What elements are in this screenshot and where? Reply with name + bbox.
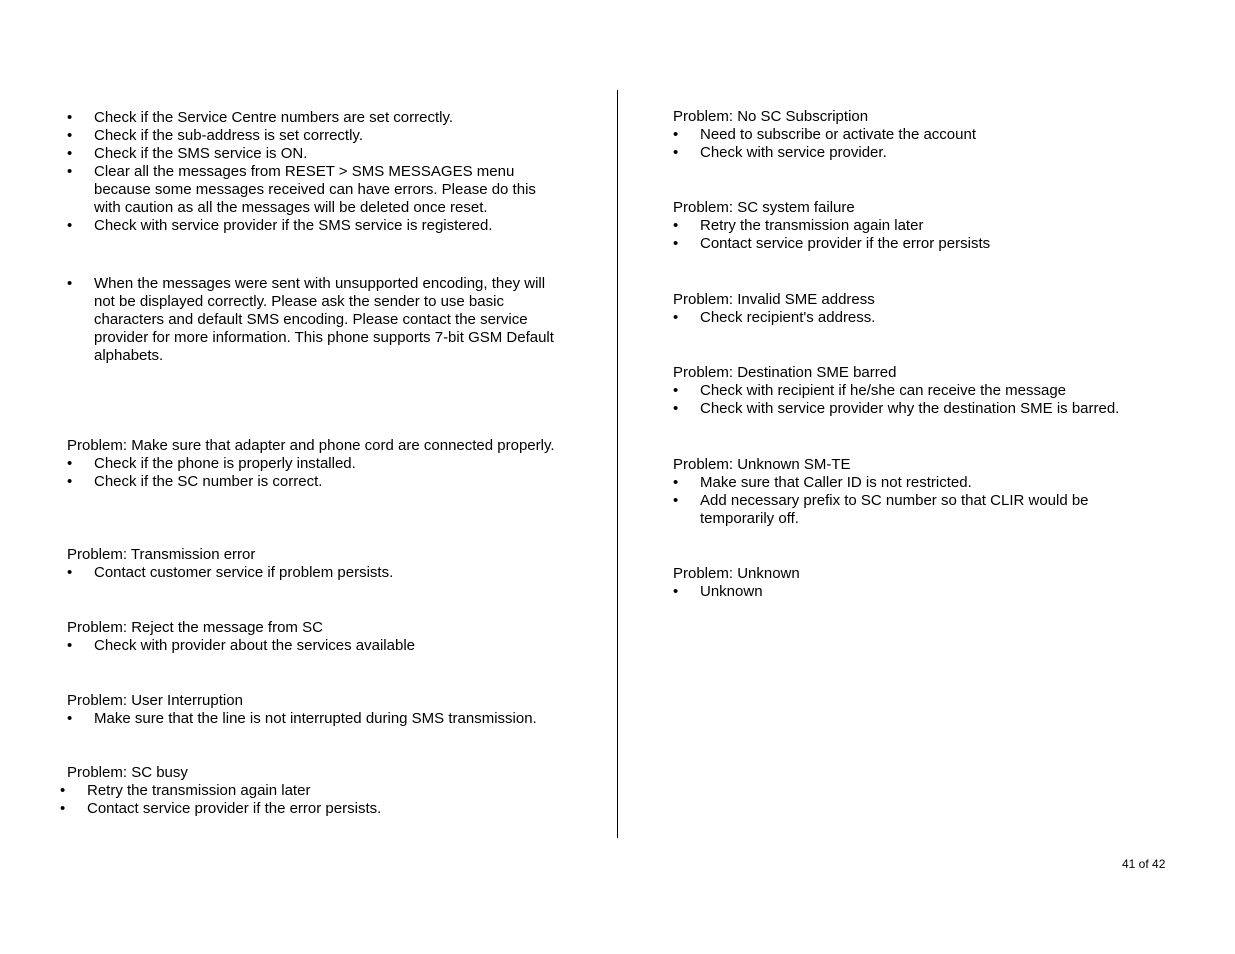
list-item: • Contact service provider if the error persists. [59,800,567,818]
problem-section-destination-barred [673,364,1213,418]
encoding-list [66,275,566,365]
problem-items [672,583,1173,601]
list-item: • Check if the phone is properly installed. [66,455,557,473]
list-item: • Need to subscribe or activate the account [672,126,1173,144]
list-item: • Check with service provider why the destination SME is barred. [672,400,1213,418]
problem-section-unknown [673,565,1173,601]
problem-title: Problem: Make sure that adapter and phone cord are connected properly. [67,437,555,454]
problem-title: Problem: Destination SME barred [673,364,897,381]
problem-section-sc-system-failure [673,199,1173,253]
problem-section-transmission-error [67,546,567,582]
problem-section-user-interruption [67,692,587,728]
list-item: • When the messages were sent with unsupported encoding, they will not be displayed correctly. Please ask the sender to use basic characters and default SMS encoding. Please contact the service provider for more information. This phone supports 7-bit GSM Default alphabets. [66,275,566,365]
list-item: • Contact customer service if problem persists. [66,564,567,582]
problem-items [672,309,1173,327]
problem-section-unknown-sm-te [673,456,1133,528]
list-item: • Check with service provider if the SMS service is registered. [66,217,566,235]
list-item: • Check recipient's address. [672,309,1173,327]
list-item: • Check with provider about the services available [66,637,567,655]
list-item: • Check if the SC number is correct. [66,473,557,491]
problem-items [66,637,567,655]
list-item: • Unknown [672,583,1173,601]
problem-items [66,455,557,491]
problem-title: Problem: User Interruption [67,692,243,709]
list-item: • Retry the transmission again later [672,217,1173,235]
problem-title: Problem: Unknown [673,565,800,582]
problem-title: Problem: SC system failure [673,199,855,216]
left-encoding-block [66,275,566,365]
problem-section-invalid-sme [673,291,1173,327]
problem-items [66,710,587,728]
problem-section-adapter [67,437,557,491]
problem-title: Problem: Unknown SM-TE [673,456,851,473]
left-checks-list-block [66,109,566,235]
list-item: • Make sure that the line is not interrupted during SMS transmission. [66,710,587,728]
problem-items [59,782,567,818]
list-item: • Check if the SMS service is ON. [66,145,566,163]
problem-title: Problem: Transmission error [67,546,256,563]
list-item: • Clear all the messages from RESET > SMS MESSAGES menu because some messages received can have errors. Please do this with caution as all the messages will be deleted once reset. [66,163,566,217]
checks-list [66,109,566,235]
list-item: • Contact service provider if the error persists [672,235,1173,253]
problem-title: Problem: No SC Subscription [673,108,869,125]
problem-items [672,126,1173,162]
list-item: • Check if the sub-address is set correctly. [66,127,566,145]
problem-title: Problem: Reject the message from SC [67,619,323,636]
problem-section-sc-busy [67,764,567,818]
list-item: • Check if the Service Centre numbers are set correctly. [66,109,566,127]
problem-items [66,564,567,582]
problem-title: Problem: SC busy [67,764,188,781]
list-item: • Check with recipient if he/she can receive the message [672,382,1213,400]
problem-items [672,217,1173,253]
problem-section-reject [67,619,567,655]
problem-title: Problem: Invalid SME address [673,291,875,308]
problem-section-no-sc-subscription [673,108,1173,162]
problem-items [672,382,1213,418]
list-item: • Add necessary prefix to SC number so that CLIR would be temporarily off. [672,492,1133,528]
page-number: 41 of 42 [1122,857,1166,871]
list-item: • Check with service provider. [672,144,1173,162]
problem-items [672,474,1133,528]
list-item: • Make sure that Caller ID is not restricted. [672,474,1133,492]
list-item: • Retry the transmission again later [59,782,567,800]
column-divider [617,90,618,838]
